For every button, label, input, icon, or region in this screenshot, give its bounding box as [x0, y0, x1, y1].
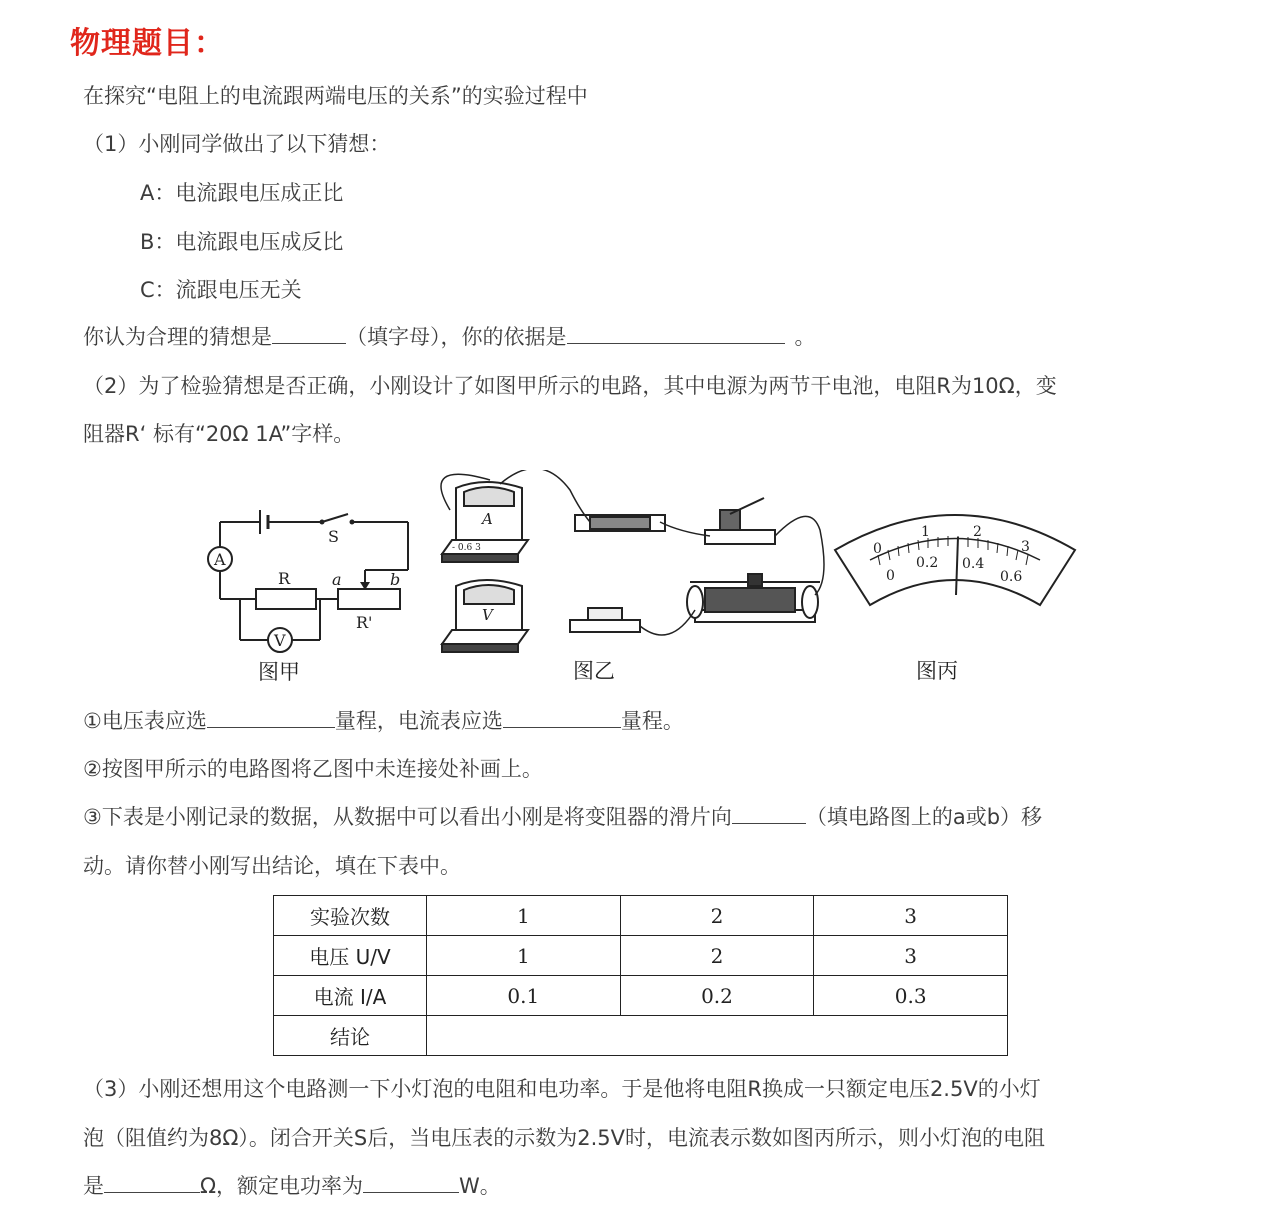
table-cell: 2 — [620, 896, 814, 936]
answer-blank-resistance[interactable] — [104, 1172, 200, 1193]
q2-sub1-part3: 量程。 — [620, 709, 684, 733]
label-ammeter: A — [214, 550, 226, 569]
row-label: 电压 U/V — [274, 936, 427, 976]
table-cell: 3 — [814, 936, 1008, 976]
inner-scale-0-6: 0.6 — [1000, 569, 1023, 585]
answer-blank-slider-direction[interactable] — [732, 803, 806, 824]
q2-sub3-line2: 动。请你替小刚写出结论，填在下表中。 — [83, 854, 461, 878]
q1-prompt — [83, 321, 816, 351]
q3-line1: （3）小刚还想用这个电路测一下小灯泡的电阻和电功率。于是他将电阻R换成一只额定电压2.5V的小灯 — [83, 1077, 1041, 1101]
label-a: a — [332, 570, 342, 589]
answer-blank-power[interactable] — [363, 1172, 459, 1193]
label-b: b — [390, 570, 401, 589]
table-cell: 0.2 — [620, 976, 814, 1016]
q3-line3-part3: W。 — [459, 1174, 501, 1198]
table-cell: 2 — [620, 936, 814, 976]
q1-option-b: B：电流跟电压成反比 — [140, 230, 344, 254]
table-row — [274, 896, 1008, 936]
label-resistor: R — [278, 569, 291, 588]
q1-stem: （1）小刚同学做出了以下猜想： — [83, 132, 391, 156]
conclusion-cell[interactable] — [427, 1016, 1008, 1056]
intro-text: 在探究“电阻上的电流跟两端电压的关系”的实验过程中 — [83, 84, 588, 108]
q2-sub3 — [83, 801, 1042, 831]
table-cell: 1 — [427, 896, 621, 936]
q2-sub1 — [83, 705, 684, 735]
device-label-ammeter: A — [482, 510, 493, 528]
conclusion-label: 结论 — [274, 1016, 427, 1056]
q2-line2: 阻器R‘ 标有“20Ω 1A”字样。 — [83, 422, 355, 446]
q3-line3-part2: Ω，额定电功率为 — [200, 1174, 364, 1198]
row-label: 电流 I/A — [274, 976, 427, 1016]
outer-scale-0: 0 — [873, 541, 882, 557]
outer-scale-2: 2 — [973, 524, 982, 540]
caption-jia: 图甲 — [258, 660, 300, 684]
answer-blank-ammeter-range[interactable] — [503, 707, 621, 728]
q1-prompt-part1: 你认为合理的猜想是 — [83, 325, 272, 349]
q1-prompt-part2: （填字母），你的依据是 — [346, 325, 567, 349]
figure-yi-apparatus — [430, 470, 830, 660]
q1-prompt-end: 。 — [794, 325, 816, 349]
apparatus-drawing — [430, 470, 830, 660]
inner-scale-0-2: 0.2 — [916, 555, 939, 571]
meter-dial — [830, 505, 1080, 610]
switch-blade — [322, 514, 348, 522]
outer-scale-3: 3 — [1021, 539, 1030, 555]
rheostat-coil — [705, 588, 795, 612]
label-voltmeter: V — [274, 631, 286, 650]
table-cell: 3 — [814, 896, 1008, 936]
answer-blank-guess[interactable] — [272, 323, 346, 344]
q2-sub3-part2: （填电路图上的a或b）移 — [805, 805, 1043, 829]
switch-base — [705, 530, 775, 544]
rheostat — [338, 589, 400, 609]
figure-bing-meter — [830, 505, 1080, 610]
answer-blank-voltmeter-range[interactable] — [207, 707, 335, 728]
q3-line3 — [83, 1170, 501, 1200]
label-switch: S — [328, 527, 339, 546]
outer-scale-1: 1 — [921, 524, 930, 540]
table-cell: 0.1 — [427, 976, 621, 1016]
inner-scale-0-4: 0.4 — [962, 556, 985, 572]
row-label: 实验次数 — [274, 896, 427, 936]
inner-scale-0: 0 — [886, 568, 895, 584]
table-row — [274, 976, 1008, 1016]
q3-line3-part1: 是 — [83, 1174, 104, 1198]
q2-sub1-part1: ①电压表应选 — [83, 709, 207, 733]
resistor-r — [256, 589, 316, 609]
label-rheostat: R' — [356, 613, 373, 632]
table-cell: 0.3 — [814, 976, 1008, 1016]
table-row-conclusion — [274, 1016, 1008, 1056]
table-cell: 1 — [427, 936, 621, 976]
caption-bing: 图丙 — [916, 659, 958, 683]
resistor-board — [570, 620, 640, 632]
data-table — [273, 895, 1008, 1056]
q3-line2: 泡（阻值约为8Ω）。闭合开关S后，当电压表的示数为2.5V时，电流表示数如图丙所示，则小灯泡的电阻 — [83, 1126, 1045, 1150]
q1-option-a: A：电流跟电压成正比 — [140, 181, 344, 205]
ammeter-terminals: - 0.6 3 — [452, 543, 481, 553]
caption-yi: 图乙 — [573, 659, 615, 683]
device-label-voltmeter: V — [482, 606, 493, 624]
figure-jia-circuit — [200, 500, 425, 660]
q2-sub2: ②按图甲所示的电路图将乙图中未连接处补画上。 — [83, 757, 543, 781]
q1-option-c: C：流跟电压无关 — [140, 278, 302, 302]
q2-sub3-part1: ③下表是小刚记录的数据，从数据中可以看出小刚是将变阻器的滑片向 — [83, 805, 732, 829]
q2-line1: （2）为了检验猜想是否正确，小刚设计了如图甲所示的电路，其中电源为两节干电池，电阻R为10Ω，变 — [83, 374, 1057, 398]
answer-blank-basis[interactable] — [567, 323, 785, 344]
page-heading: 物理题目： — [70, 26, 225, 61]
table-row — [274, 936, 1008, 976]
circuit-diagram — [200, 500, 425, 660]
q2-sub1-part2: 量程，电流表应选 — [334, 709, 503, 733]
voltmeter-base — [442, 630, 528, 644]
